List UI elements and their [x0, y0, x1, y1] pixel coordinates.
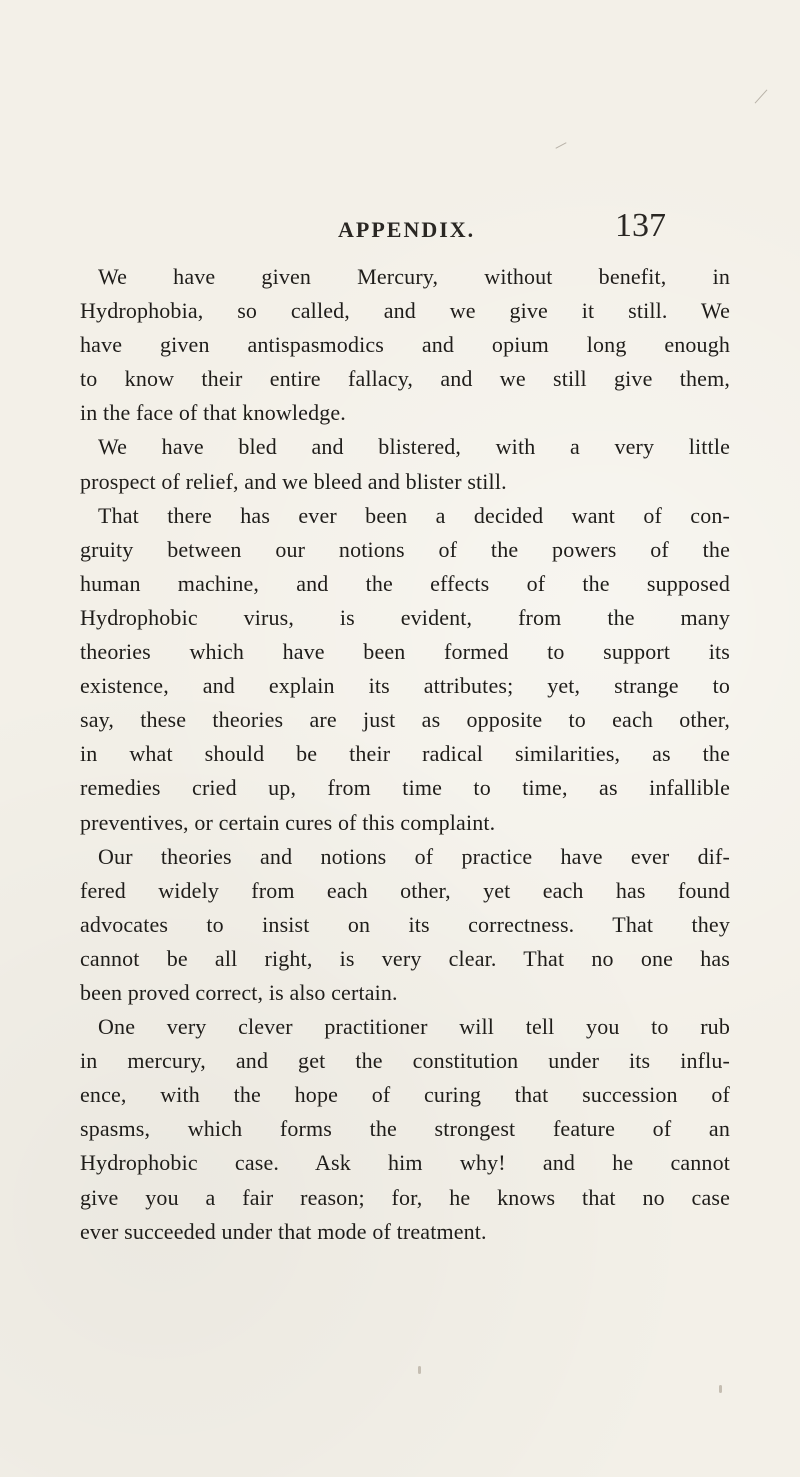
paper-speck — [719, 1385, 722, 1393]
text-line: to know their entire fallacy, and we still give them, — [80, 366, 730, 392]
text-line: prospect of relief, and we bleed and blister still. — [80, 468, 507, 494]
text-line: One very clever practitioner will tell you to rub — [98, 1014, 730, 1040]
page-header — [0, 205, 800, 255]
text-line: in the face of that knowledge. — [80, 400, 346, 426]
text-line: Our theories and notions of practice have ever dif- — [98, 843, 730, 869]
text-line: give you a fair reason; for, he knows that no case — [80, 1184, 730, 1210]
text-line: been proved correct, is also certain. — [80, 979, 398, 1005]
paper-mark — [755, 89, 768, 103]
text-line: human machine, and the effects of the supposed — [80, 570, 730, 596]
page-number: 137 — [615, 207, 666, 244]
text-line: in mercury, and get the constitution under its influ- — [80, 1048, 730, 1074]
text-line: in what should be their radical similarities, as the — [80, 741, 730, 767]
text-line: We have given Mercury, without benefit, in — [98, 264, 730, 289]
text-line: existence, and explain its attributes; yet, strange to — [80, 673, 730, 699]
paper-speck — [418, 1366, 421, 1374]
text-line: That there has ever been a decided want of con- — [98, 502, 730, 528]
text-line: Hydrophobic virus, is evident, from the many — [80, 604, 730, 630]
text-line: ence, with the hope of curing that succession of — [80, 1082, 730, 1108]
body-text — [80, 260, 730, 1249]
text-line: spasms, which forms the strongest feature of an — [80, 1116, 730, 1142]
text-line: theories which have been formed to support its — [80, 639, 730, 665]
paper-mark — [555, 142, 566, 149]
text-line: gruity between our notions of the powers of the — [80, 536, 730, 562]
text-line: advocates to insist on its correctness. That they — [80, 911, 730, 937]
text-line: Hydrophobic case. Ask him why! and he cannot — [80, 1150, 730, 1176]
text-line: cannot be all right, is very clear. That no one has — [80, 945, 730, 971]
text-line: Hydrophobia, so called, and we give it still. We — [80, 298, 730, 324]
text-line: have given antispasmodics and opium long enough — [80, 332, 730, 358]
text-line: fered widely from each other, yet each has found — [80, 877, 730, 903]
running-head: APPENDIX. — [338, 217, 476, 242]
text-line: remedies cried up, from time to time, as infallible — [80, 775, 730, 801]
text-line: preventives, or certain cures of this complaint. — [80, 809, 496, 835]
text-line: say, these theories are just as opposite to each other, — [80, 707, 730, 733]
text-line: We have bled and blistered, with a very little — [98, 434, 730, 460]
text-line: ever succeeded under that mode of treatment. — [80, 1218, 487, 1244]
